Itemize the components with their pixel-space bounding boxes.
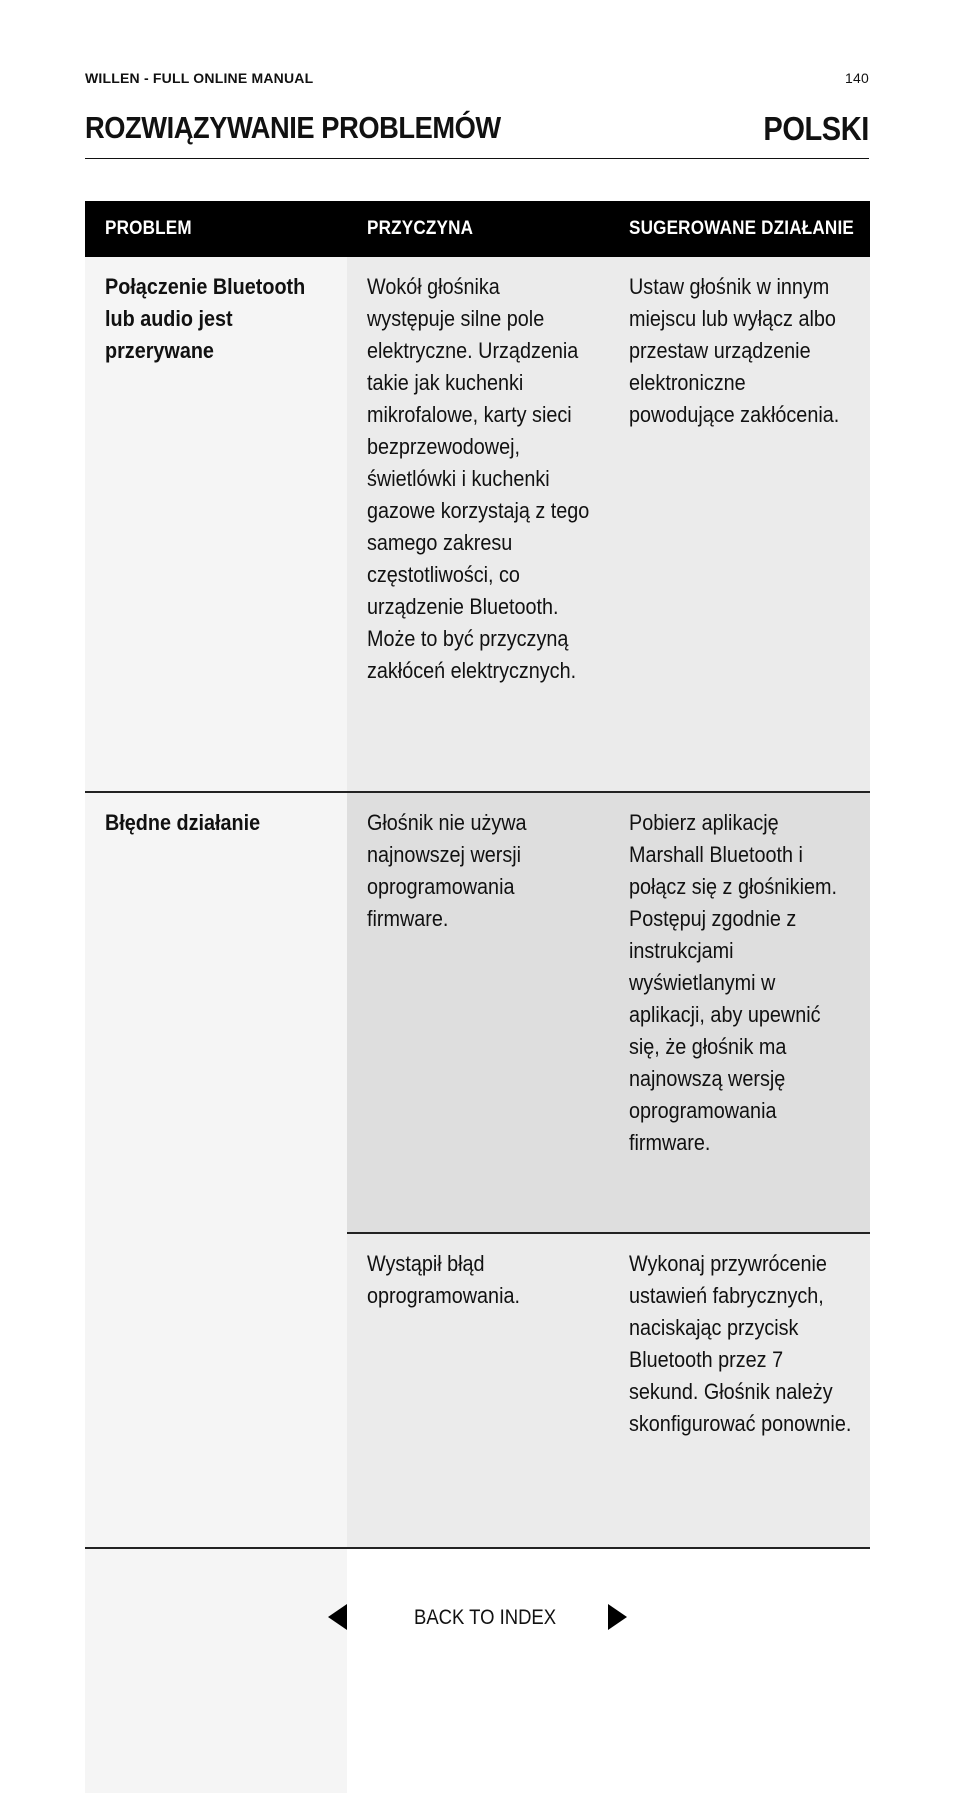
back-to-index-link[interactable]: BACK TO INDEX — [414, 1606, 557, 1629]
cause-cell — [347, 257, 609, 791]
column-header-cause: PRZYCZYNA — [367, 218, 474, 239]
action-text: Ustaw głośnik w innym miejscu lub wyłącz albo przestaw urządzenie elektroniczne powodujące zakłócenia. — [629, 274, 840, 427]
next-page-icon[interactable] — [608, 1604, 627, 1630]
table-bottom-rule — [85, 1547, 870, 1549]
page-number: 140 — [845, 70, 869, 86]
troubleshooting-table — [85, 201, 870, 1436]
language-label: POLSKI — [763, 110, 869, 147]
action-cell — [609, 1234, 870, 1547]
running-header — [85, 70, 869, 88]
problem-cell — [85, 793, 347, 1793]
manual-name: WILLEN - FULL ONLINE MANUAL — [85, 70, 314, 86]
action-text: Wykonaj przywrócenie ustawień fabrycznych, naciskając przycisk Bluetooth przez 7 sekund. Głośnik należy skonfigurować ponownie. — [629, 1251, 852, 1436]
cause-text: Wokół głośnika występuje silne pole elektryczne. Urządzenia takie jak kuchenki mikrofalowe, karty sieci bezprzewodowej, świetlówki i kuchenki gazowe korzystają z tego samego zakresu częstotliwości, co urządzenie Bluetooth. Może to być przyczyną zakłóceń elektrycznych. — [367, 274, 590, 683]
title-row — [85, 108, 869, 159]
problem-text: Połączenie Bluetooth lub audio jest przerywane — [105, 274, 306, 363]
table-header — [85, 201, 870, 257]
problem-cell — [85, 257, 347, 791]
action-cell — [609, 257, 870, 791]
footer-navigation — [0, 1600, 954, 1640]
cause-cell — [347, 793, 609, 1232]
section-title: ROZWIĄZYWANIE PROBLEMÓW — [85, 110, 501, 145]
column-header-action: SUGEROWANE DZIAŁANIE — [629, 218, 854, 239]
problem-text: Błędne działanie — [105, 810, 261, 835]
action-cell — [609, 793, 870, 1232]
previous-page-icon[interactable] — [328, 1604, 347, 1630]
cause-cell — [347, 1234, 609, 1547]
cause-text: Głośnik nie używa najnowszej wersji oprogramowania firmware. — [367, 810, 527, 931]
action-text: Pobierz aplikację Marshall Bluetooth i połącz się z głośnikiem. Postępuj zgodnie z instrukcjami wyświetlanymi w aplikacji, aby upewnić się, że głośnik ma najnowszą wersję oprogramowania firmware. — [629, 810, 837, 1155]
column-header-problem: PROBLEM — [105, 218, 192, 239]
cause-text: Wystąpił błąd oprogramowania. — [367, 1251, 520, 1308]
